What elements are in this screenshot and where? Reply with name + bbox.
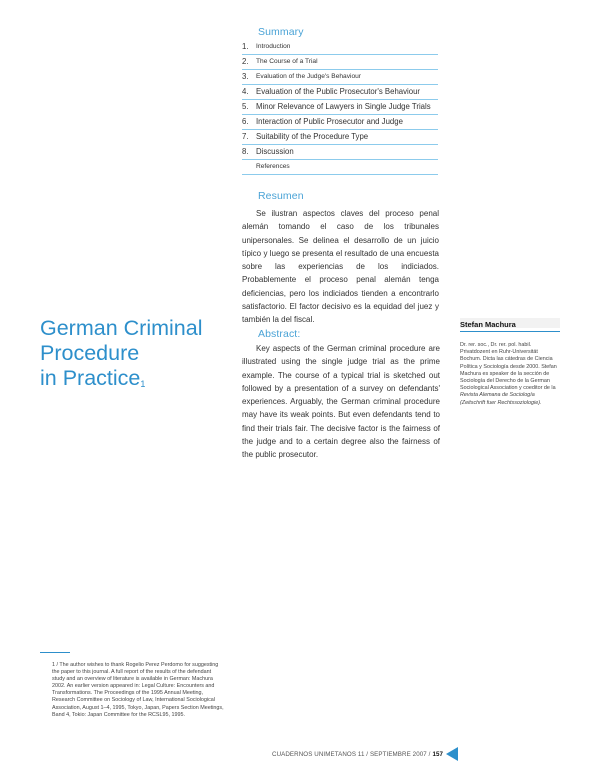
page-arrow-icon [446, 747, 458, 761]
summary-item [242, 130, 438, 145]
summary-item-text: Evaluation of the Judge's Behaviour [256, 73, 361, 80]
summary-list [242, 40, 438, 175]
author-bio-text: Dr. rer. soc., Dr. rer. pol. habil. Privatdozent en Ruhr-Universität Bochum. Dicta las cátedras de Ciencia Política y Sociología desde 2000. Stefan Machura es speaker de la sección de Sociología del Derecho de la German Sociological Association y coeditor de la [460, 342, 557, 392]
title-footnote-mark[interactable]: 1 [140, 379, 146, 389]
resumen-text: Se ilustran aspectos claves del proceso penal alemán tomando el caso de los tribunales unipersonales. Se delinea el desarrollo de un juicio típico y luego se presenta el resultado de una encuesta sobre las experiencias de los indiciados. Probablemente el proceso penal alemán tenga deficiencias, pero los indiciados tienden a encontrarlo satisfactorio. El factor decisivo es la equidad del juez y también la del fiscal. [242, 209, 439, 325]
summary-item-number: 3. [242, 72, 249, 81]
page-number: 157 [432, 750, 444, 758]
summary-item-number: 7. [242, 132, 249, 141]
summary-item [242, 55, 438, 70]
summary-item [242, 40, 438, 55]
author-bio [460, 342, 560, 407]
author-name: Stefan Machura [460, 320, 560, 332]
summary-item-text: Evaluation of the Public Prosecutor's Behaviour [256, 87, 421, 96]
summary-item-text: References [256, 163, 290, 170]
footer-journal: CUADERNOS UNIMETANOS 11 / SEPTIEMBRE 2007 / [272, 750, 431, 758]
summary-item [242, 145, 438, 160]
summary-item-number: 8. [242, 147, 249, 156]
author-bio-journal: Revista Alemana de Sociología (Zeitschrift fuer Rechtssoziologie) [460, 392, 540, 406]
title-line-3: in Practice [40, 366, 141, 390]
summary-item-text: Minor Relevance of Lawyers in Single Judge Trials [256, 102, 431, 111]
title-line-1: German Criminal [40, 316, 203, 340]
abstract-text: Key aspects of the German criminal procedure are illustrated using the single judge trial as the prime example. The course of a typical trial is sketched out followed by a presentation of a survey on defendants' experiences. Arguably, the German criminal procedure may have its weak points. But even defendants tend to find their trials fair. The decisive factor is the fairness of the judge and to a certain degree also the fairness of the public prosecutor. [242, 344, 440, 460]
summary-heading: Summary [258, 26, 304, 38]
footnote-divider [40, 652, 70, 653]
summary-item-number [242, 160, 256, 174]
summary-item [242, 85, 438, 100]
summary-item-number: 6. [242, 117, 249, 126]
summary-item-text: Interaction of Public Prosecutor and Judge [256, 117, 403, 126]
summary-item [242, 100, 438, 115]
article-title [40, 316, 240, 391]
page-footer [272, 747, 458, 761]
resumen-heading: Resumen [258, 190, 304, 202]
summary-item-number: 5. [242, 102, 249, 111]
summary-item-number: 1. [242, 42, 249, 51]
footnote-text: 1 / The author wishes to thank Rogelio Perez Perdomo for suggesting the paper to this journal. A full report of the results of the defendant study and an overview of literature is available in German: Machura 2002. An earlier version appeared in: Legal Culture: Encounters and Transformations. The Proceedings of the 1995 Annual Meeting, Research Committee on Sociology of Law, International Sociological Association, August 1–4, 1995, Tokyo, Japan, Papers Section Meetings, Band 4, Tokio: Japan Committee for the RCSL95, 1995. [52, 662, 224, 718]
author-bio-end: . [540, 399, 542, 406]
summary-item-number: 4. [242, 87, 249, 96]
summary-item-text: Suitability of the Procedure Type [256, 132, 369, 141]
summary-item [242, 160, 438, 175]
summary-item-text: Discussion [256, 147, 294, 156]
abstract-heading: Abstract: [258, 328, 301, 340]
summary-item-text: The Course of a Trial [256, 58, 318, 65]
summary-item-text: Introduction [256, 43, 291, 50]
summary-item [242, 115, 438, 130]
summary-item [242, 70, 438, 85]
summary-item-number: 2. [242, 57, 249, 66]
title-line-2: Procedure [40, 341, 140, 365]
